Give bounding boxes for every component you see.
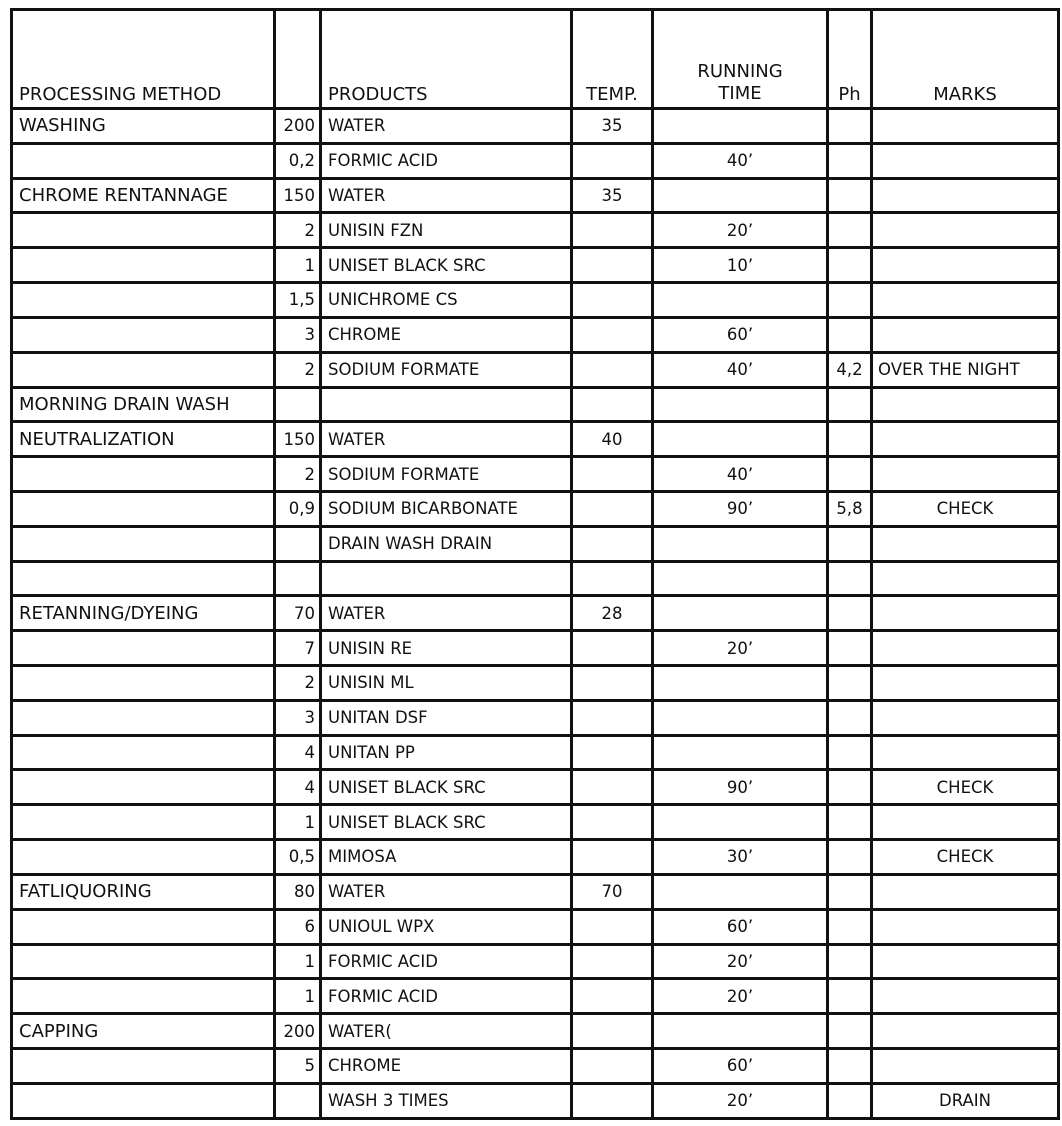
cell-marks <box>872 143 1059 178</box>
cell-running-time <box>653 422 828 457</box>
table-row <box>12 387 1059 422</box>
cell-running-time: 60’ <box>653 909 828 944</box>
cell-running-time <box>653 387 828 422</box>
cell-processing-method <box>12 631 275 666</box>
cell-marks <box>872 1014 1059 1049</box>
cell-quantity: 2 <box>275 213 321 248</box>
cell-ph <box>828 909 872 944</box>
table-row <box>12 1083 1059 1118</box>
cell-temp <box>572 317 653 352</box>
cell-temp <box>572 631 653 666</box>
cell-temp: 28 <box>572 596 653 631</box>
cell-ph: 4,2 <box>828 352 872 387</box>
cell-running-time <box>653 700 828 735</box>
cell-temp <box>572 840 653 875</box>
table-row <box>12 909 1059 944</box>
header-running-time-line1: RUNNING <box>697 61 783 82</box>
cell-marks <box>872 979 1059 1014</box>
cell-product: CHROME <box>321 317 572 352</box>
table-row <box>12 700 1059 735</box>
cell-temp <box>572 248 653 283</box>
cell-ph <box>828 979 872 1014</box>
cell-ph <box>828 422 872 457</box>
table-row <box>12 352 1059 387</box>
cell-product: WATER <box>321 109 572 144</box>
cell-running-time: 40’ <box>653 352 828 387</box>
cell-temp <box>572 213 653 248</box>
cell-product: FORMIC ACID <box>321 979 572 1014</box>
cell-temp <box>572 770 653 805</box>
cell-product: UNITAN DSF <box>321 700 572 735</box>
cell-product <box>321 561 572 596</box>
cell-processing-method <box>12 1048 275 1083</box>
cell-quantity: 1 <box>275 805 321 840</box>
cell-marks <box>872 283 1059 318</box>
cell-temp <box>572 909 653 944</box>
cell-marks <box>872 909 1059 944</box>
cell-processing-method <box>12 526 275 561</box>
cell-quantity: 150 <box>275 422 321 457</box>
cell-ph <box>828 596 872 631</box>
cell-quantity: 6 <box>275 909 321 944</box>
cell-product <box>321 387 572 422</box>
cell-quantity: 5 <box>275 1048 321 1083</box>
cell-temp <box>572 1083 653 1118</box>
cell-product: SODIUM FORMATE <box>321 457 572 492</box>
cell-marks: CHECK <box>872 770 1059 805</box>
cell-quantity <box>275 526 321 561</box>
cell-ph <box>828 944 872 979</box>
cell-processing-method <box>12 805 275 840</box>
cell-running-time: 20’ <box>653 631 828 666</box>
cell-temp <box>572 352 653 387</box>
header-row <box>12 10 1059 109</box>
cell-temp <box>572 387 653 422</box>
cell-ph <box>828 283 872 318</box>
cell-temp <box>572 1048 653 1083</box>
header-ph: Ph <box>828 10 872 109</box>
cell-quantity: 3 <box>275 317 321 352</box>
cell-product: UNISIN RE <box>321 631 572 666</box>
cell-ph <box>828 526 872 561</box>
cell-marks <box>872 700 1059 735</box>
cell-product: WATER <box>321 874 572 909</box>
cell-running-time <box>653 178 828 213</box>
cell-quantity: 70 <box>275 596 321 631</box>
cell-temp: 70 <box>572 874 653 909</box>
cell-product: WATER( <box>321 1014 572 1049</box>
cell-running-time <box>653 735 828 770</box>
cell-marks <box>872 387 1059 422</box>
cell-quantity: 2 <box>275 666 321 701</box>
table-row <box>12 248 1059 283</box>
cell-running-time: 90’ <box>653 770 828 805</box>
cell-product: MIMOSA <box>321 840 572 875</box>
cell-running-time: 20’ <box>653 944 828 979</box>
cell-product: UNICHROME CS <box>321 283 572 318</box>
cell-running-time: 20’ <box>653 1083 828 1118</box>
cell-temp <box>572 805 653 840</box>
cell-processing-method: FATLIQUORING <box>12 874 275 909</box>
header-processing-method: PROCESSING METHOD <box>12 10 275 109</box>
table-row <box>12 874 1059 909</box>
cell-processing-method <box>12 770 275 805</box>
cell-ph <box>828 1014 872 1049</box>
cell-running-time: 40’ <box>653 457 828 492</box>
cell-processing-method <box>12 1083 275 1118</box>
cell-ph <box>828 178 872 213</box>
cell-ph <box>828 317 872 352</box>
cell-processing-method: CAPPING <box>12 1014 275 1049</box>
cell-running-time: 20’ <box>653 979 828 1014</box>
cell-product: CHROME <box>321 1048 572 1083</box>
cell-processing-method <box>12 317 275 352</box>
cell-marks <box>872 109 1059 144</box>
cell-processing-method <box>12 352 275 387</box>
cell-marks <box>872 422 1059 457</box>
cell-marks: DRAIN <box>872 1083 1059 1118</box>
cell-product: UNITAN PP <box>321 735 572 770</box>
cell-running-time: 30’ <box>653 840 828 875</box>
table-row <box>12 213 1059 248</box>
cell-ph <box>828 457 872 492</box>
cell-temp <box>572 561 653 596</box>
cell-processing-method: NEUTRALIZATION <box>12 422 275 457</box>
cell-marks <box>872 805 1059 840</box>
cell-marks <box>872 944 1059 979</box>
cell-quantity: 2 <box>275 457 321 492</box>
cell-temp: 35 <box>572 178 653 213</box>
cell-marks <box>872 248 1059 283</box>
cell-processing-method <box>12 666 275 701</box>
cell-product: SODIUM FORMATE <box>321 352 572 387</box>
cell-ph <box>828 805 872 840</box>
table-row <box>12 422 1059 457</box>
table-row <box>12 735 1059 770</box>
cell-running-time <box>653 1014 828 1049</box>
cell-processing-method <box>12 700 275 735</box>
cell-processing-method: MORNING DRAIN WASH <box>12 387 275 422</box>
cell-temp <box>572 283 653 318</box>
cell-running-time <box>653 526 828 561</box>
cell-running-time: 20’ <box>653 213 828 248</box>
header-products: PRODUCTS <box>321 10 572 109</box>
cell-temp: 35 <box>572 109 653 144</box>
cell-ph <box>828 840 872 875</box>
cell-marks <box>872 526 1059 561</box>
cell-quantity <box>275 561 321 596</box>
cell-running-time: 60’ <box>653 1048 828 1083</box>
cell-quantity: 7 <box>275 631 321 666</box>
cell-processing-method <box>12 735 275 770</box>
cell-processing-method <box>12 944 275 979</box>
cell-quantity <box>275 387 321 422</box>
cell-quantity: 4 <box>275 770 321 805</box>
cell-processing-method <box>12 979 275 1014</box>
cell-running-time <box>653 561 828 596</box>
cell-ph <box>828 248 872 283</box>
cell-ph <box>828 631 872 666</box>
cell-ph <box>828 1083 872 1118</box>
cell-running-time <box>653 666 828 701</box>
cell-processing-method <box>12 909 275 944</box>
cell-product: WATER <box>321 422 572 457</box>
cell-marks: CHECK <box>872 840 1059 875</box>
cell-quantity: 200 <box>275 109 321 144</box>
cell-ph <box>828 700 872 735</box>
cell-quantity: 2 <box>275 352 321 387</box>
process-table <box>10 8 1060 1120</box>
cell-quantity: 3 <box>275 700 321 735</box>
cell-running-time: 90’ <box>653 491 828 526</box>
cell-quantity: 1 <box>275 248 321 283</box>
cell-running-time: 40’ <box>653 143 828 178</box>
cell-temp <box>572 735 653 770</box>
cell-running-time <box>653 109 828 144</box>
cell-product: UNIOUL WPX <box>321 909 572 944</box>
cell-marks <box>872 735 1059 770</box>
table-row <box>12 805 1059 840</box>
cell-processing-method: RETANNING/DYEING <box>12 596 275 631</box>
cell-marks <box>872 317 1059 352</box>
cell-marks <box>872 457 1059 492</box>
cell-running-time <box>653 805 828 840</box>
cell-temp <box>572 944 653 979</box>
table-row <box>12 631 1059 666</box>
cell-temp <box>572 979 653 1014</box>
cell-product: SODIUM BICARBONATE <box>321 491 572 526</box>
cell-temp <box>572 143 653 178</box>
table-row <box>12 596 1059 631</box>
cell-ph <box>828 770 872 805</box>
cell-product: FORMIC ACID <box>321 143 572 178</box>
cell-ph <box>828 1048 872 1083</box>
cell-product: FORMIC ACID <box>321 944 572 979</box>
cell-temp <box>572 1014 653 1049</box>
cell-ph <box>828 109 872 144</box>
cell-processing-method <box>12 561 275 596</box>
table-row <box>12 143 1059 178</box>
cell-temp <box>572 700 653 735</box>
cell-processing-method: CHROME RENTANNAGE <box>12 178 275 213</box>
cell-temp <box>572 666 653 701</box>
cell-quantity: 0,9 <box>275 491 321 526</box>
cell-marks: CHECK <box>872 491 1059 526</box>
cell-ph <box>828 874 872 909</box>
table-row <box>12 1014 1059 1049</box>
cell-marks <box>872 1048 1059 1083</box>
header-marks: MARKS <box>872 10 1059 109</box>
cell-processing-method <box>12 283 275 318</box>
header-temp: TEMP. <box>572 10 653 109</box>
cell-marks <box>872 631 1059 666</box>
cell-quantity: 200 <box>275 1014 321 1049</box>
cell-product: WASH 3 TIMES <box>321 1083 572 1118</box>
cell-marks <box>872 666 1059 701</box>
table-row <box>12 1048 1059 1083</box>
cell-ph <box>828 666 872 701</box>
cell-quantity: 80 <box>275 874 321 909</box>
table-row <box>12 840 1059 875</box>
cell-marks <box>872 213 1059 248</box>
cell-quantity <box>275 1083 321 1118</box>
header-running-time <box>653 10 828 109</box>
cell-temp <box>572 491 653 526</box>
cell-ph: 5,8 <box>828 491 872 526</box>
cell-processing-method <box>12 457 275 492</box>
table-row <box>12 979 1059 1014</box>
table-row <box>12 457 1059 492</box>
cell-product: UNISET BLACK SRC <box>321 770 572 805</box>
cell-quantity: 0,5 <box>275 840 321 875</box>
cell-quantity: 1 <box>275 944 321 979</box>
cell-processing-method <box>12 491 275 526</box>
cell-processing-method: WASHING <box>12 109 275 144</box>
table-row <box>12 770 1059 805</box>
cell-product: UNISIN FZN <box>321 213 572 248</box>
table-row <box>12 944 1059 979</box>
cell-ph <box>828 735 872 770</box>
table-body <box>12 109 1059 1119</box>
cell-temp: 40 <box>572 422 653 457</box>
cell-ph <box>828 143 872 178</box>
cell-ph <box>828 213 872 248</box>
table-row <box>12 526 1059 561</box>
table-row <box>12 178 1059 213</box>
cell-processing-method <box>12 840 275 875</box>
cell-product: DRAIN WASH DRAIN <box>321 526 572 561</box>
cell-temp <box>572 526 653 561</box>
cell-product: UNISET BLACK SRC <box>321 805 572 840</box>
cell-product: WATER <box>321 178 572 213</box>
table-row <box>12 283 1059 318</box>
cell-running-time <box>653 283 828 318</box>
cell-quantity: 0,2 <box>275 143 321 178</box>
table-row <box>12 109 1059 144</box>
cell-running-time <box>653 596 828 631</box>
header-quantity <box>275 10 321 109</box>
cell-ph <box>828 561 872 596</box>
cell-quantity: 4 <box>275 735 321 770</box>
cell-temp <box>572 457 653 492</box>
cell-ph <box>828 387 872 422</box>
cell-running-time: 10’ <box>653 248 828 283</box>
cell-processing-method <box>12 143 275 178</box>
table-row <box>12 666 1059 701</box>
cell-product: UNISIN ML <box>321 666 572 701</box>
cell-product: UNISET BLACK SRC <box>321 248 572 283</box>
table-row <box>12 561 1059 596</box>
cell-quantity: 1,5 <box>275 283 321 318</box>
cell-product: WATER <box>321 596 572 631</box>
cell-marks <box>872 178 1059 213</box>
cell-quantity: 150 <box>275 178 321 213</box>
cell-quantity: 1 <box>275 979 321 1014</box>
cell-processing-method <box>12 213 275 248</box>
cell-processing-method <box>12 248 275 283</box>
table-row <box>12 491 1059 526</box>
cell-marks <box>872 596 1059 631</box>
cell-running-time <box>653 874 828 909</box>
cell-marks: OVER THE NIGHT <box>872 352 1059 387</box>
cell-marks <box>872 561 1059 596</box>
cell-marks <box>872 874 1059 909</box>
header-running-time-line2: TIME <box>718 83 762 104</box>
table-row <box>12 317 1059 352</box>
cell-running-time: 60’ <box>653 317 828 352</box>
